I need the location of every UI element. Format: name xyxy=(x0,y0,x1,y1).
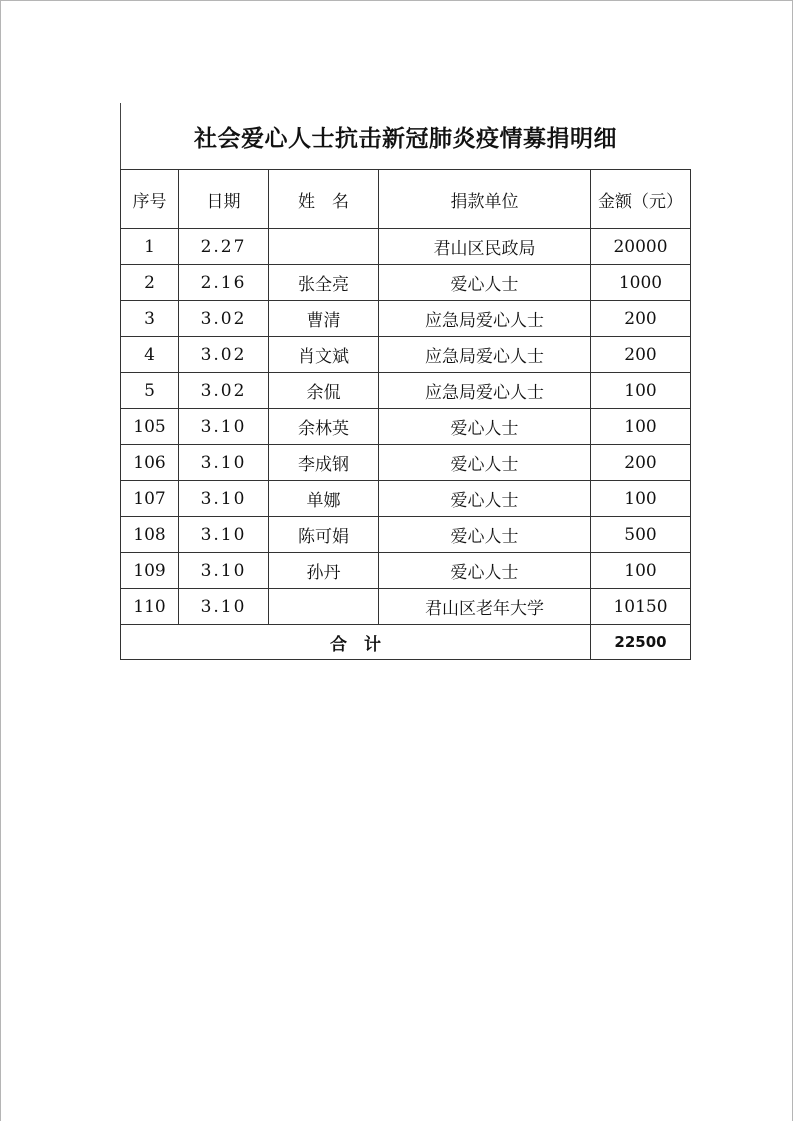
cell-name: 曹清 xyxy=(269,301,379,337)
header-date: 日期 xyxy=(179,170,269,229)
cell-unit: 爱心人士 xyxy=(379,553,591,589)
total-row xyxy=(121,625,691,660)
cell-amount: 500 xyxy=(591,517,691,553)
cell-date: 3.10 xyxy=(179,481,269,517)
cell-date: 3.02 xyxy=(179,373,269,409)
table-row xyxy=(121,265,691,301)
table-row xyxy=(121,553,691,589)
cell-date: 2.16 xyxy=(179,265,269,301)
donation-sheet xyxy=(120,103,690,660)
cell-amount: 200 xyxy=(591,337,691,373)
cell-seq: 4 xyxy=(121,337,179,373)
total-amount: 22500 xyxy=(591,625,691,660)
cell-unit: 爱心人士 xyxy=(379,517,591,553)
table-row xyxy=(121,481,691,517)
cell-unit: 爱心人士 xyxy=(379,409,591,445)
table-row xyxy=(121,445,691,481)
table-row xyxy=(121,373,691,409)
cell-date: 3.02 xyxy=(179,301,269,337)
cell-name: 余林英 xyxy=(269,409,379,445)
cell-name: 陈可娟 xyxy=(269,517,379,553)
cell-amount: 100 xyxy=(591,481,691,517)
cell-amount: 20000 xyxy=(591,229,691,265)
cell-seq: 108 xyxy=(121,517,179,553)
table-row xyxy=(121,517,691,553)
cell-unit: 爱心人士 xyxy=(379,481,591,517)
donation-table-body xyxy=(121,170,691,660)
cell-name: 余侃 xyxy=(269,373,379,409)
cell-amount: 10150 xyxy=(591,589,691,625)
cell-seq: 110 xyxy=(121,589,179,625)
cell-amount: 200 xyxy=(591,445,691,481)
header-amount: 金额（元） xyxy=(591,170,691,229)
cell-seq: 5 xyxy=(121,373,179,409)
cell-date: 3.10 xyxy=(179,445,269,481)
header-seq: 序号 xyxy=(121,170,179,229)
cell-unit: 君山区民政局 xyxy=(379,229,591,265)
table-row xyxy=(121,337,691,373)
cell-date: 2.27 xyxy=(179,229,269,265)
header-name: 姓 名 xyxy=(269,170,379,229)
table-row xyxy=(121,229,691,265)
cell-name: 李成钢 xyxy=(269,445,379,481)
cell-amount: 100 xyxy=(591,409,691,445)
cell-name: 张全亮 xyxy=(269,265,379,301)
cell-date: 3.10 xyxy=(179,517,269,553)
table-row xyxy=(121,301,691,337)
cell-amount: 200 xyxy=(591,301,691,337)
cell-date: 3.10 xyxy=(179,589,269,625)
cell-seq: 107 xyxy=(121,481,179,517)
cell-name: 孙丹 xyxy=(269,553,379,589)
table-row xyxy=(121,409,691,445)
cell-seq: 1 xyxy=(121,229,179,265)
cell-amount: 1000 xyxy=(591,265,691,301)
cell-name: 单娜 xyxy=(269,481,379,517)
cell-seq: 109 xyxy=(121,553,179,589)
cell-name xyxy=(269,229,379,265)
cell-unit: 爱心人士 xyxy=(379,445,591,481)
donation-table xyxy=(120,169,691,660)
header-row xyxy=(121,170,691,229)
cell-unit: 爱心人士 xyxy=(379,265,591,301)
cell-date: 3.02 xyxy=(179,337,269,373)
cell-seq: 3 xyxy=(121,301,179,337)
cell-name: 肖文斌 xyxy=(269,337,379,373)
cell-seq: 105 xyxy=(121,409,179,445)
sheet-title: 社会爱心人士抗击新冠肺炎疫情募捐明细 xyxy=(120,103,690,169)
total-label: 合 计 xyxy=(121,625,591,660)
cell-unit: 应急局爱心人士 xyxy=(379,373,591,409)
cell-seq: 2 xyxy=(121,265,179,301)
table-row xyxy=(121,589,691,625)
cell-unit: 应急局爱心人士 xyxy=(379,301,591,337)
cell-date: 3.10 xyxy=(179,409,269,445)
cell-amount: 100 xyxy=(591,373,691,409)
cell-seq: 106 xyxy=(121,445,179,481)
cell-date: 3.10 xyxy=(179,553,269,589)
cell-unit: 君山区老年大学 xyxy=(379,589,591,625)
cell-amount: 100 xyxy=(591,553,691,589)
cell-name xyxy=(269,589,379,625)
header-unit: 捐款单位 xyxy=(379,170,591,229)
cell-unit: 应急局爱心人士 xyxy=(379,337,591,373)
